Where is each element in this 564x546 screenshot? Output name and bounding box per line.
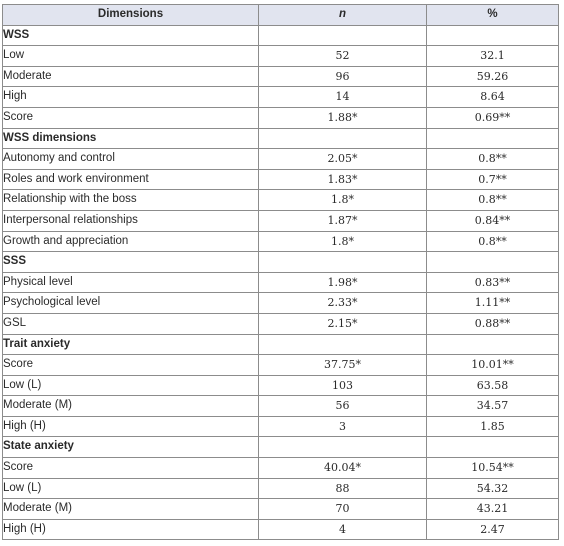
empty-cell <box>259 128 427 149</box>
row-label: Low <box>3 46 259 67</box>
row-label: Roles and work environment <box>3 169 259 190</box>
row-n-value: 103 <box>259 375 427 396</box>
row-n-value: 1.88* <box>259 107 427 128</box>
empty-cell <box>427 334 559 355</box>
row-percent-value: 0.8** <box>427 231 559 252</box>
row-label: Moderate (M) <box>3 499 259 520</box>
row-n-value: 3 <box>259 416 427 437</box>
table-row <box>3 272 559 293</box>
row-n-value: 1.8* <box>259 190 427 211</box>
row-n-value: 56 <box>259 396 427 417</box>
row-label: Relationship with the boss <box>3 190 259 211</box>
row-label: Low (L) <box>3 375 259 396</box>
row-label: Score <box>3 458 259 479</box>
table-header-row <box>3 5 559 26</box>
row-n-value: 1.83* <box>259 169 427 190</box>
empty-cell <box>427 252 559 273</box>
row-n-value: 2.05* <box>259 149 427 170</box>
row-percent-value: 54.32 <box>427 478 559 499</box>
row-label: Physical level <box>3 272 259 293</box>
row-n-value: 70 <box>259 499 427 520</box>
section-title: State anxiety <box>3 437 259 458</box>
row-percent-value: 0.83** <box>427 272 559 293</box>
row-label: Psychological level <box>3 293 259 314</box>
row-percent-value: 1.85 <box>427 416 559 437</box>
table-row <box>3 519 559 540</box>
row-label: Moderate <box>3 66 259 87</box>
empty-cell <box>427 437 559 458</box>
empty-cell <box>427 128 559 149</box>
row-label: Low (L) <box>3 478 259 499</box>
row-percent-value: 0.69** <box>427 107 559 128</box>
row-n-value: 96 <box>259 66 427 87</box>
row-percent-value: 2.47 <box>427 519 559 540</box>
section-title: SSS <box>3 252 259 273</box>
row-percent-value: 32.1 <box>427 46 559 67</box>
section-title: WSS <box>3 25 259 46</box>
row-n-value: 14 <box>259 87 427 108</box>
row-label: Growth and appreciation <box>3 231 259 252</box>
empty-cell <box>259 25 427 46</box>
header-n: n <box>259 5 427 26</box>
row-percent-value: 0.7** <box>427 169 559 190</box>
section-row <box>3 437 559 458</box>
section-row <box>3 128 559 149</box>
row-percent-value: 34.57 <box>427 396 559 417</box>
row-label: High (H) <box>3 416 259 437</box>
section-row <box>3 252 559 273</box>
row-percent-value: 0.8** <box>427 149 559 170</box>
row-label: Moderate (M) <box>3 396 259 417</box>
table-row <box>3 416 559 437</box>
row-n-value: 40.04* <box>259 458 427 479</box>
section-title: Trait anxiety <box>3 334 259 355</box>
empty-cell <box>427 25 559 46</box>
row-percent-value: 1.11** <box>427 293 559 314</box>
row-n-value: 4 <box>259 519 427 540</box>
header-percent: % <box>427 5 559 26</box>
row-percent-value: 0.8** <box>427 190 559 211</box>
row-percent-value: 43.21 <box>427 499 559 520</box>
empty-cell <box>259 437 427 458</box>
row-n-value: 2.15* <box>259 313 427 334</box>
row-n-value: 37.75* <box>259 355 427 376</box>
empty-cell <box>259 334 427 355</box>
empty-cell <box>259 252 427 273</box>
table-row <box>3 458 559 479</box>
table-row <box>3 355 559 376</box>
section-row <box>3 25 559 46</box>
row-percent-value: 0.88** <box>427 313 559 334</box>
table-row <box>3 231 559 252</box>
table-row <box>3 149 559 170</box>
row-label: Interpersonal relationships <box>3 210 259 231</box>
statistics-table <box>2 4 559 540</box>
section-row <box>3 334 559 355</box>
header-dimensions: Dimensions <box>3 5 259 26</box>
row-n-value: 1.98* <box>259 272 427 293</box>
row-percent-value: 0.84** <box>427 210 559 231</box>
row-n-value: 1.8* <box>259 231 427 252</box>
row-percent-value: 8.64 <box>427 87 559 108</box>
row-label: High (H) <box>3 519 259 540</box>
row-n-value: 52 <box>259 46 427 67</box>
table-row <box>3 46 559 67</box>
row-label: Score <box>3 355 259 376</box>
row-n-value: 1.87* <box>259 210 427 231</box>
table-row <box>3 293 559 314</box>
row-label: High <box>3 87 259 108</box>
table-row <box>3 499 559 520</box>
section-title: WSS dimensions <box>3 128 259 149</box>
table-body <box>3 25 559 540</box>
row-label: Score <box>3 107 259 128</box>
table-row <box>3 87 559 108</box>
row-percent-value: 63.58 <box>427 375 559 396</box>
row-percent-value: 59.26 <box>427 66 559 87</box>
table-row <box>3 210 559 231</box>
table-row <box>3 107 559 128</box>
row-percent-value: 10.54** <box>427 458 559 479</box>
table-row <box>3 190 559 211</box>
table-row <box>3 396 559 417</box>
row-n-value: 2.33* <box>259 293 427 314</box>
table-row <box>3 375 559 396</box>
row-label: GSL <box>3 313 259 334</box>
table-row <box>3 169 559 190</box>
row-label: Autonomy and control <box>3 149 259 170</box>
row-n-value: 88 <box>259 478 427 499</box>
table-row <box>3 313 559 334</box>
table-row <box>3 478 559 499</box>
row-percent-value: 10.01** <box>427 355 559 376</box>
table-row <box>3 66 559 87</box>
